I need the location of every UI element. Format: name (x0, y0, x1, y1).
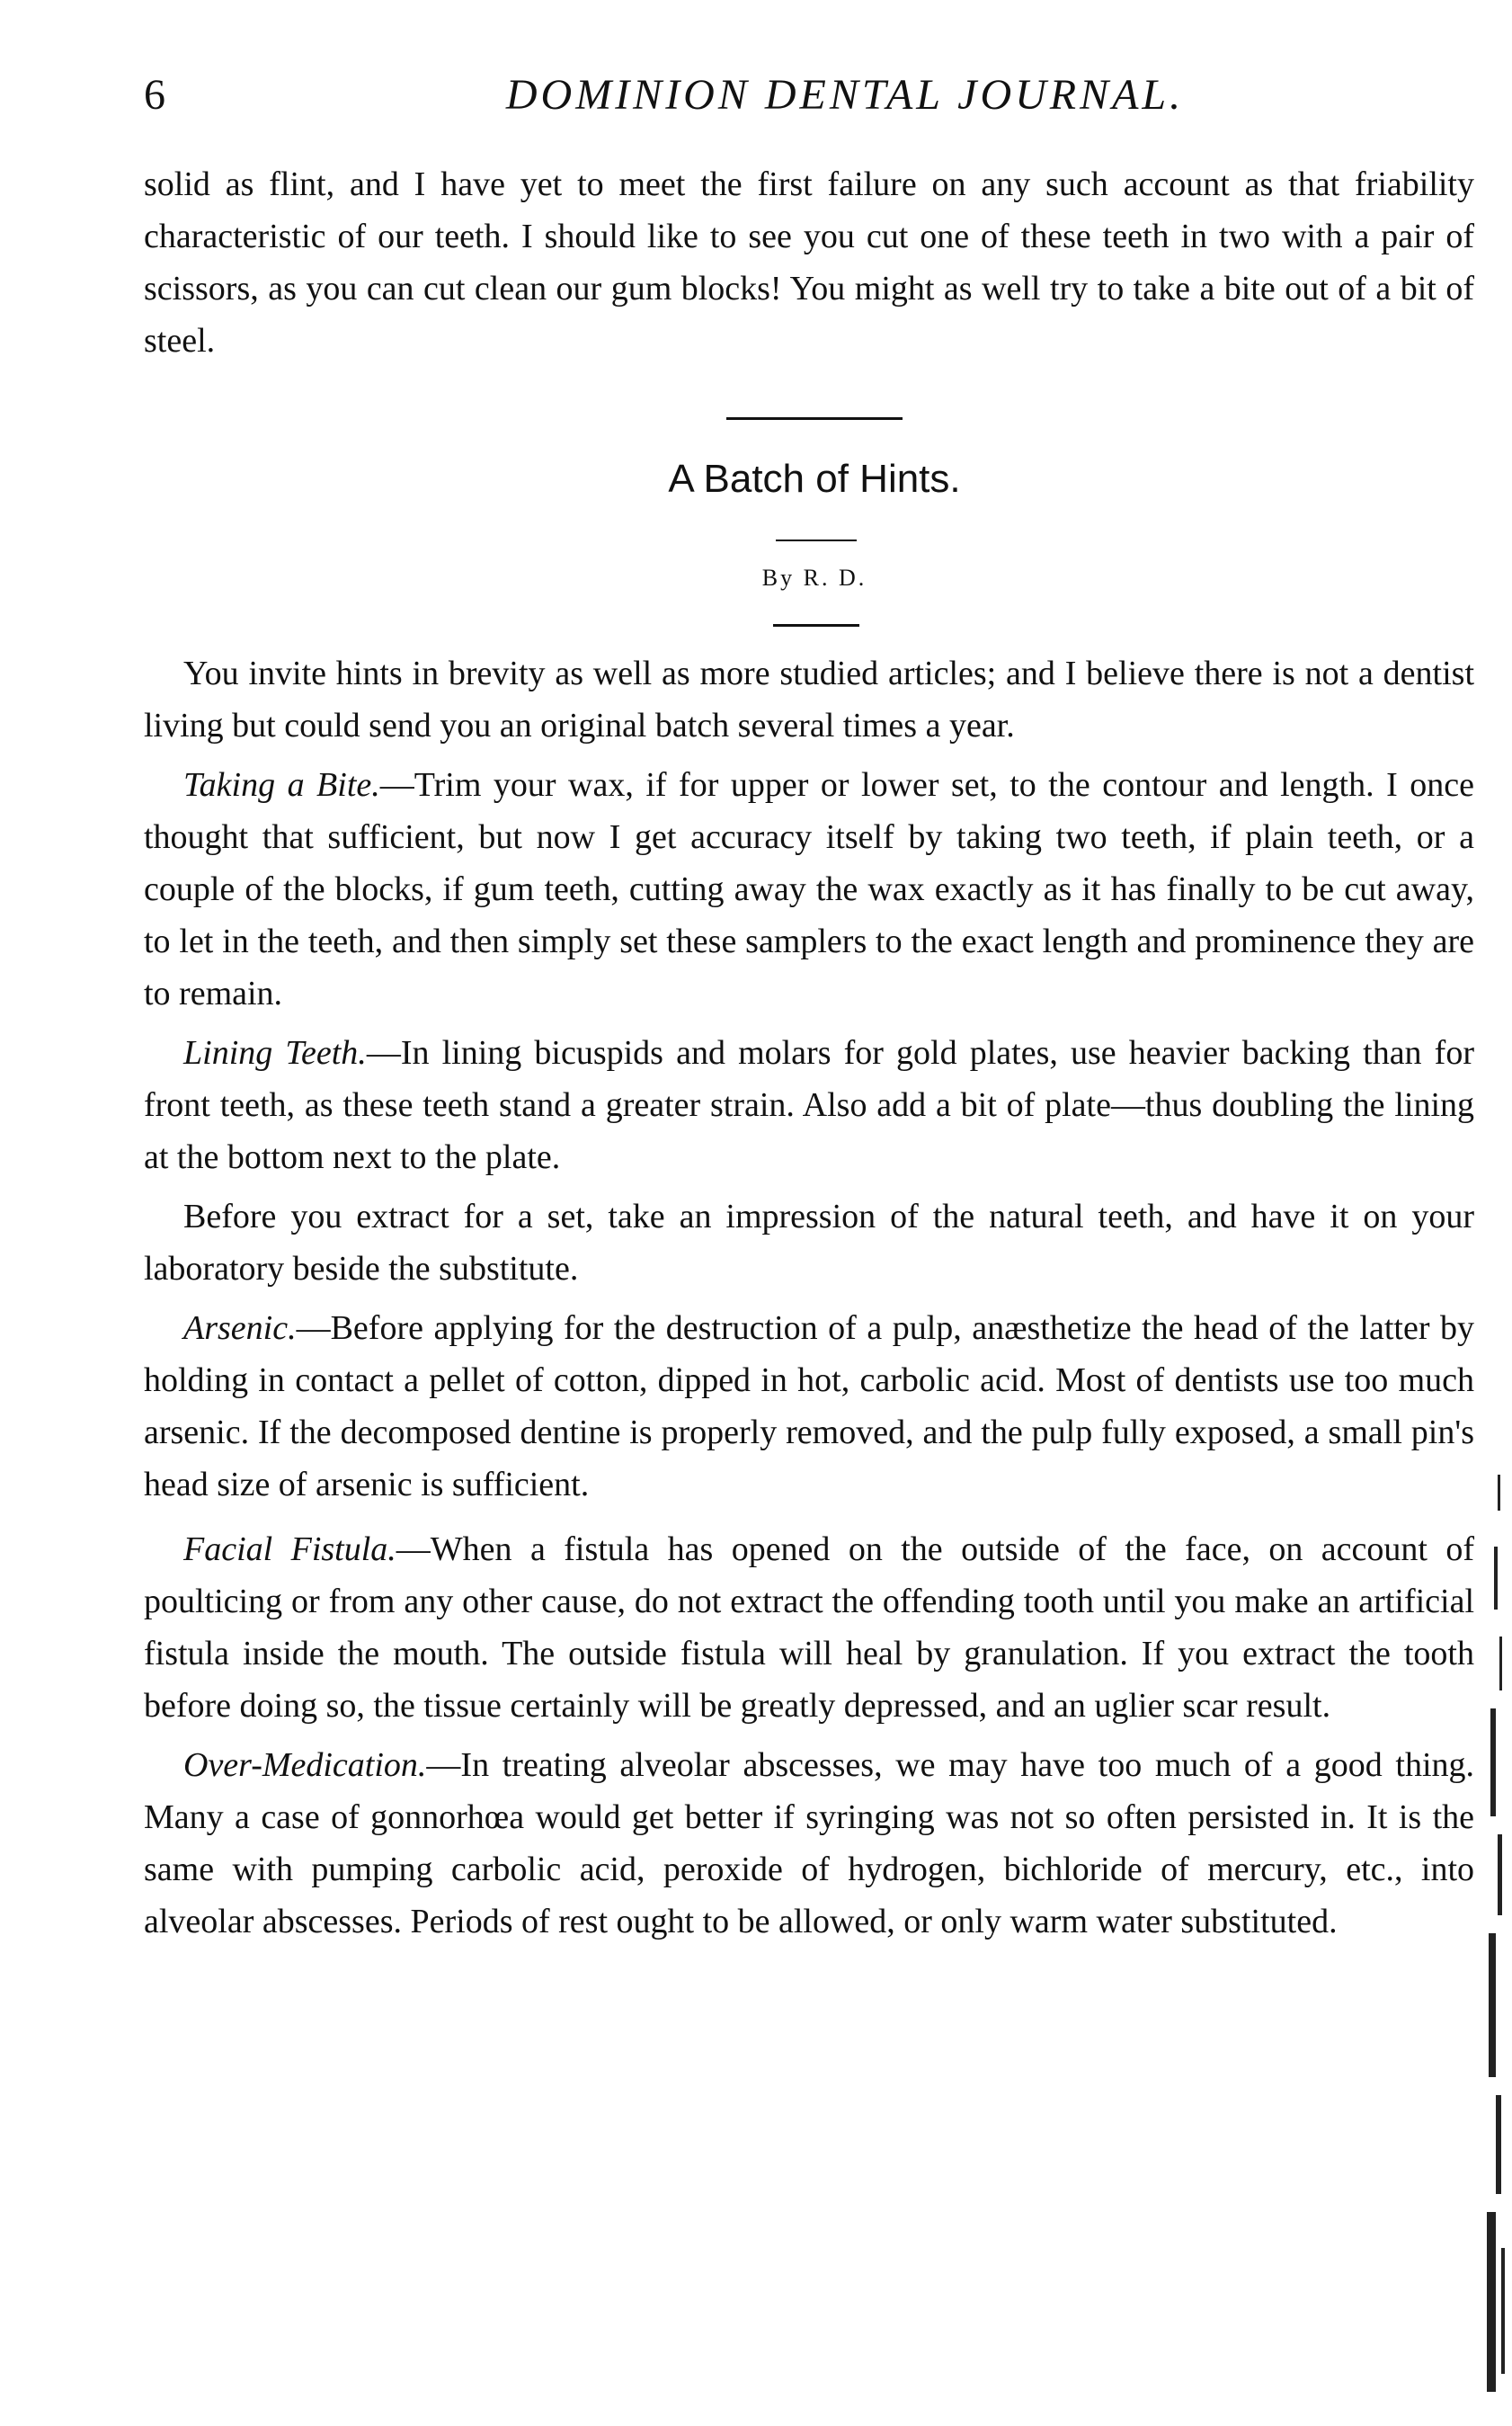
section-divider-bottom (773, 624, 859, 627)
hint-text: —In treating alveolar abscesses, we may have too much of a good thing. Many a case of gonnorhœa would get better if syringing was not so often persisted in. It is the same with pumping carbolic acid, peroxide of hydrogen, bichloride of mercury, etc., into alveolar abscesses. Periods of rest ought to be allowed, or only warm water substituted. (144, 1746, 1474, 1940)
hint-heading: Lining Teeth. (183, 1034, 367, 1072)
hint-heading: Arsenic. (183, 1309, 297, 1347)
page-number: 6 (144, 71, 165, 119)
hint-paragraph (144, 1302, 1474, 1511)
page-edge-speckle (1471, 1475, 1512, 2410)
hint-paragraph (144, 1739, 1474, 1948)
hint-text: Before you extract for a set, take an impression of the natural teeth, and have it on your laboratory beside the substitute. (144, 1198, 1474, 1288)
hint-text: —Trim your wax, if for upper or lower set, to the contour and length. I once thought that sufficient, but now I get accuracy itself by taking two teeth, if plain teeth, or a couple of the blocks, if gum teeth, cutting away the wax exactly as it has finally to be cut away, to let in the teeth, and then simply set these samplers to the exact length and prominence they are to remain. (144, 766, 1474, 1012)
running-head (144, 70, 1474, 133)
hint-text: —In lining bicuspids and molars for gold plates, use heavier backing than for front teeth, as these teeth stand a greater strain. Also add a bit of plate—thus doubling the lining at the bottom next to the plate. (144, 1034, 1474, 1176)
hint-heading: Facial Fistula. (183, 1530, 396, 1568)
article-title: A Batch of Hints. (668, 457, 961, 501)
hint-paragraph (144, 1191, 1474, 1295)
hint-text: —Before applying for the destruction of a pulp, anæsthetize the head of the latter by holding in contact a pellet of cotton, dipped in hot, carbolic acid. Most of dentists use too much arsenic. If the decomposed dentine is properly removed, and the pulp fully exposed, a small pin's head size of arsenic is sufficient. (144, 1309, 1474, 1503)
continuation-paragraph (144, 158, 1474, 367)
article-byline: By R. D. (761, 565, 867, 591)
hint-heading: Over-Medication. (183, 1746, 427, 1784)
intro-paragraph: You invite hints in brevity as well as more studied articles; and I believe there is not a dentist living but could send you an original batch several times a year. (144, 655, 1474, 745)
section-divider-top (726, 417, 903, 420)
article-body (144, 647, 1474, 1955)
journal-title: DOMINION DENTAL JOURNAL. (505, 71, 1185, 119)
continuation-text: solid as flint, and I have yet to meet the first failure on any such account as that friability characteristic of our teeth. I should like to see you cut one of these teeth in two with a pair of scissors, as you can cut clean our gum blocks! You might as well try to take a bite out of a bit of steel. (144, 165, 1474, 360)
section-divider-middle (776, 540, 857, 541)
hint-text: —When a fistula has opened on the outside of the face, on account of poulticing or from any other cause, do not extract the offending tooth until you make an artificial fistula inside the mouth. The outside fistula will heal by granulation. If you extract the tooth before doing so, the tissue certainly will be greatly depressed, and an uglier scar result. (144, 1530, 1474, 1725)
hint-paragraph (144, 1027, 1474, 1183)
hint-paragraph (144, 759, 1474, 1020)
hint-paragraph (144, 1523, 1474, 1732)
hint-heading: Taking a Bite. (183, 766, 380, 804)
